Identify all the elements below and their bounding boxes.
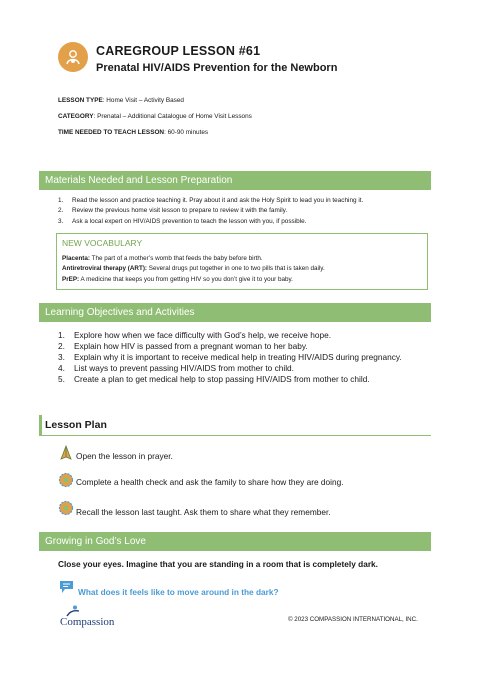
list-item: 3. Ask a local expert on HIV/AIDS prevention to teach the lesson with you, if possible. xyxy=(58,217,307,225)
time-label: TIME NEEDED TO TEACH LESSON xyxy=(58,129,165,136)
list-item: 1. Explore how when we face difficulty with God’s help, we receive hope. xyxy=(58,330,332,340)
copyright-notice: © 2023 COMPASSION INTERNATIONAL, INC. xyxy=(288,616,418,623)
materials-list xyxy=(58,196,363,227)
caregroup-logo-icon xyxy=(58,42,88,72)
lesson-type-label: LESSON TYPE xyxy=(58,97,103,104)
category-label: CATEGORY xyxy=(58,113,94,120)
vocab-entry-placenta: Placenta: The part of a mother’s womb that feeds the baby before birth. xyxy=(62,255,263,262)
praying-hands-icon xyxy=(58,445,74,461)
materials-heading: Materials Needed and Lesson Preparation xyxy=(39,171,431,190)
compassion-logo: Compassion xyxy=(60,616,115,628)
vocab-entry-art: Antiretroviral therapy (ART): Several drugs put together in one to two pills that is taken daily. xyxy=(62,265,325,272)
lesson-plan-heading: Lesson Plan xyxy=(45,419,107,431)
lesson-step: Open the lesson in prayer. xyxy=(76,451,173,461)
category-value: : Prenatal – Additional Catalogue of Home Visit Lessons xyxy=(93,113,252,120)
list-item: 4. List ways to prevent passing HIV/AIDS from mother to child. xyxy=(58,363,294,373)
compassion-figure-icon xyxy=(66,604,80,616)
lesson-type-line xyxy=(58,97,184,104)
lesson-step: Complete a health check and ask the family to share how they are doing. xyxy=(76,477,344,487)
lesson-step: Recall the lesson last taught. Ask them to share what they remember. xyxy=(76,507,331,517)
vocabulary-heading: NEW VOCABULARY xyxy=(62,238,143,248)
gear-icon xyxy=(58,472,74,488)
lesson-subtitle: Prenatal HIV/AIDS Prevention for the Newborn xyxy=(96,62,338,74)
growing-instruction: Close your eyes. Imagine that you are standing in a room that is completely dark. xyxy=(58,559,378,569)
objectives-heading: Learning Objectives and Activities xyxy=(39,303,431,322)
lesson-title: CAREGROUP LESSON #61 xyxy=(96,44,261,58)
growing-heading: Growing in God’s Love xyxy=(39,532,431,551)
speech-bubble-icon xyxy=(58,579,76,595)
objectives-list xyxy=(58,330,428,385)
list-item: 2. Review the previous home visit lesson to prepare to review it with the family. xyxy=(58,207,288,215)
list-item: 5. Create a plan to get medical help to stop passing HIV/AIDS from mother to child. xyxy=(58,374,370,384)
time-needed-line xyxy=(58,129,208,136)
list-item: 3. Explain why it is important to receive medical help in treating HIV/AIDS during pregnancy. xyxy=(58,352,402,362)
lesson-type-value: : Home Visit – Activity Based xyxy=(102,97,184,104)
list-item: 1. Read the lesson and practice teaching it. Pray about it and ask the Holy Spirit to lead you in teaching it. xyxy=(58,197,364,204)
gear-icon xyxy=(58,500,74,516)
time-value: : 60-90 minutes xyxy=(164,129,209,136)
growing-question: What does it feels like to move around in the dark? xyxy=(78,587,279,597)
category-line xyxy=(58,113,252,120)
vocab-entry-prep: PrEP: A medicine that keeps you from getting HIV so you don’t give it to your baby. xyxy=(62,276,293,283)
list-item: 2. Explain how HIV is passed from a pregnant woman to her baby. xyxy=(58,341,308,351)
